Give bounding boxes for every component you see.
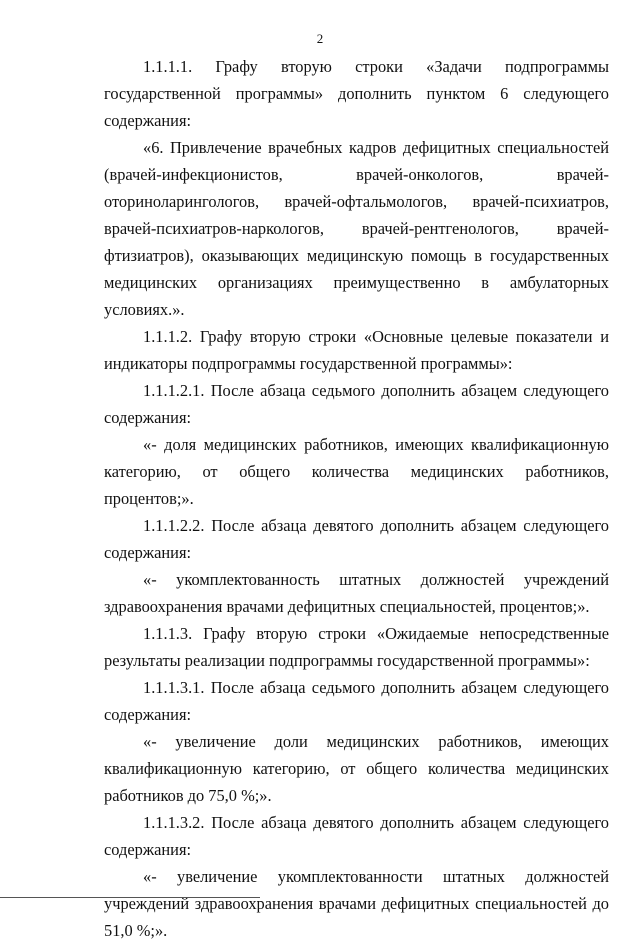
paragraph-indicator-qualification-share: «- доля медицинских работников, имеющих квалификационную категорию, от общего количества медицинских работников, процентов;».: [104, 435, 609, 508]
paragraph-task-6: «6. Привлечение врачебных кадров дефицитных специальностей (врачей-инфекционистов, врачей-онкологов, врачей-оториноларингологов, врачей-офтальмологов, врачей-психиатров, врачей-психиатров-наркологов, врачей-рентгенологов, врачей-фтизиатров), оказывающих медицинскую помощь в государственных медицинских организациях преимущественно в амбулаторных условиях.».: [104, 138, 609, 319]
paragraph-result-qualification-share: «- увеличение доли медицинских работников, имеющих квалификационную категорию, от общего количества медицинских работников до 75,0 %;».: [104, 732, 609, 805]
paragraph-indicator-staffing: «- укомплектованность штатных должностей учреждений здравоохранения врачами дефицитных специальностей, процентов;».: [104, 570, 609, 616]
paragraph-1-1-1-3-1: 1.1.1.3.1. После абзаца седьмого дополнить абзацем следующего содержания:: [104, 678, 609, 724]
paragraph-1-1-1-1: 1.1.1.1. Графу вторую строки «Задачи подпрограммы государственной программы» дополнить пунктом 6 следующего содержания:: [104, 57, 609, 130]
paragraph-1-1-1-2: 1.1.1.2. Графу вторую строки «Основные целевые показатели и индикаторы подпрограммы государственной программы»:: [104, 327, 609, 373]
bottom-rule: [0, 897, 260, 898]
paragraph-1-1-1-3-2: 1.1.1.3.2. После абзаца девятого дополнить абзацем следующего содержания:: [104, 813, 609, 859]
paragraph-1-1-1-2-1: 1.1.1.2.1. После абзаца седьмого дополнить абзацем следующего содержания:: [104, 381, 609, 427]
document-body: [104, 53, 609, 944]
paragraph-1-1-1-2-2: 1.1.1.2.2. После абзаца девятого дополнить абзацем следующего содержания:: [104, 516, 609, 562]
paragraph-result-staffing: «- увеличение укомплектованности штатных должностей учреждений здравоохранения врачами дефицитных специальностей до 51,0 %;».: [104, 867, 609, 940]
paragraph-1-1-1-3: 1.1.1.3. Графу вторую строки «Ожидаемые непосредственные результаты реализации подпрограммы государственной программы»:: [104, 624, 609, 670]
page-number: 2: [316, 31, 324, 46]
